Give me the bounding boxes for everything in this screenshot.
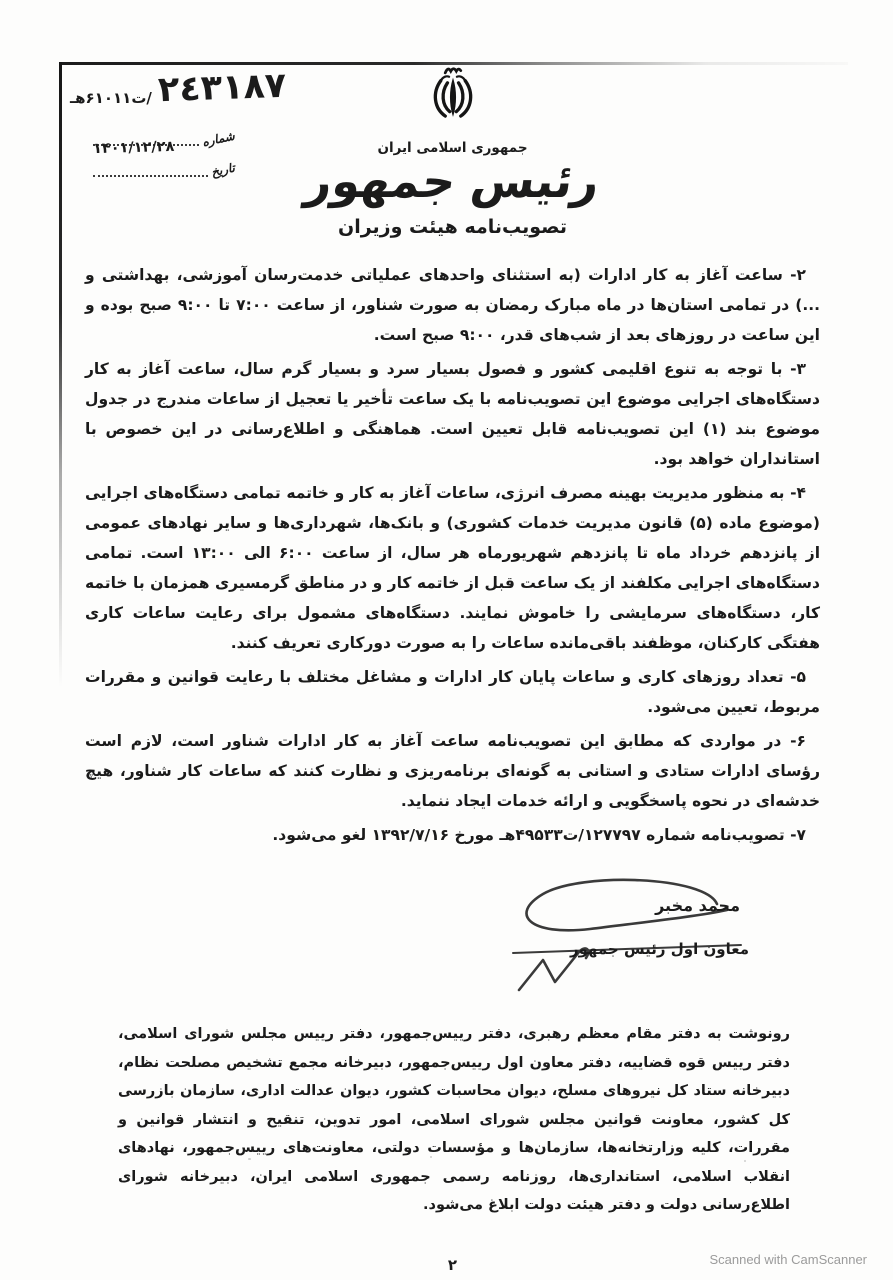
president-title-calligraphy: رئیس جمهور xyxy=(302,154,604,208)
doc-number-handwritten: ۲٤۳۱۸۷ xyxy=(157,65,287,111)
paragraph-3: ۳- با توجه به تنوع اقلیمی کشور و فصول بسیار سرد و بسیار گرم سال، ساعت آغاز به کار دستگاه‌های اجرایی موضوع این تصویب‌نامه با یک ساعت تأخیر یا تعجیل از ساعات مندرج در جدول موضوع بند (۱) این تصویب‌نامه قابل تعیین است. هماهنگی و اطلاع‌رسانی در این خصوص با استانداران خواهد بود. xyxy=(85,360,820,468)
cc-paragraph: رونوشت به دفتر مقام معظم رهبری، دفتر رییس‌جمهور، دفتر رییس مجلس شورای اسلامی، دفتر رییس قوه قضاییه، دفتر معاون اول رییس‌جمهور، دبیرخانه مجمع تشخیص مصلحت نظام، دبیرخانه ستاد کل نیروهای مسلح، دیوان محاسبات کشور، دیوان عدالت اداری، سازمان بازرسی کل کشور، معاونت قوانین مجلس شورای اسلامی، امور تدوین، تنقیح و انتشار قوانین و مقررات، کلیه وزارتخانه‌ها، سازمان‌ها و مؤسسات دولتی، معاونت‌های رییس‌جمهور، نهادهای انقلاب اسلامی، استانداری‌ها، روزنامه رسمی جمهوری اسلامی ایران، دبیرخانه شورای اطلاع‌رسانی دولت و دفتر هیئت دولت ابلاغ می‌شود. xyxy=(118,1026,790,1213)
scan-speck xyxy=(430,1156,432,1158)
page-edge-left xyxy=(59,62,62,687)
decree-body xyxy=(85,260,820,850)
date-label: تاریخ xyxy=(209,160,237,180)
paragraph-5: ۵- تعداد روزهای کاری و ساعات پایان کار ادارات و مشاغل مختلف با رعایت قوانین و مقررات مربوط، تعیین می‌شود. xyxy=(85,668,820,716)
paragraph-7: ۷- تصویب‌نامه شماره ۱۲۷۷۹۷/ت۴۹۵۳۳هـ مورخ ۱۳۹۲/۷/۱۶ لغو می‌شود. xyxy=(272,826,806,844)
paragraph-6: ۶- در مواردی که مطابق این تصویب‌نامه ساعت آغاز به کار ادارات شناور است، لازم است رؤسای ادارات ستادی و استانی به گونه‌ای برنامه‌ریزی و نظارت کنند که ساعات کار شناور، هیچ خدشه‌ای در نحوه پاسخگویی و ارائه خدمات ایجاد ننماید. xyxy=(85,732,820,810)
doc-number-printed: /ت۶۱۰۱۱هـ xyxy=(70,89,152,107)
scan-speck xyxy=(744,1160,746,1162)
iran-emblem-icon xyxy=(425,64,481,136)
decree-title: تصویب‌نامه هیئت وزیران xyxy=(337,215,568,238)
letterhead xyxy=(85,64,820,238)
decree-content xyxy=(85,260,820,1274)
scan-speck xyxy=(248,1158,251,1160)
paragraph-4: ۴- به منظور مدیریت بهینه مصرف انرژی، ساعات آغاز به کار و خاتمه تمامی دستگاه‌های اجرایی (موضوع ماده (۵) قانون مدیریت خدمات کشوری) و بانک‌ها، شهرداری‌ها و سایر نهادهای عمومی از پانزدهم خرداد ماه تا پانزدهم شهریورماه هر سال، از ساعت ۶:۰۰ الی ۱۳:۰۰ است. تمامی دستگاه‌های اجرایی مکلفند از یک ساعت قبل از خاتمه کار و در مناطق گرمسیری همزمان با خاتمه کار، دستگاه‌های سرمایشی را خاموش نمایند. دستگاه‌های مشمول برای رعایت ساعات کاری هفتگی کارکنان، موظفند باقی‌مانده ساعات را به صورت دورکاری تعریف کنند. xyxy=(85,484,821,652)
number-label: شماره xyxy=(201,128,237,150)
paragraph-2: ۲- ساعت آغاز به کار ادارات (به استثنای واحدهای عملیاتی خدمت‌رسان آموزشی، بهداشتی و ...) در تمامی استان‌ها در ماه مبارک رمضان به صورت شناور، از ساعت ۷:۰۰ تا ۹:۰۰ صبح بوده و این ساعت در روزهای بعد از شب‌های قدر، ۹:۰۰ صبح است. xyxy=(85,266,820,344)
signer-title: معاون اول رئیس جمهور xyxy=(569,940,749,958)
signature-scribble-icon xyxy=(485,866,755,994)
signature-block xyxy=(485,866,755,994)
signer-name: محمد مخبر xyxy=(655,896,740,915)
page-number: ۲ xyxy=(447,1255,458,1274)
handwritten-date: ۱۴۰۱/۱۲/۲۸ xyxy=(92,138,175,158)
country-name: جمهوری اسلامی ایران xyxy=(377,140,528,156)
camscanner-watermark: Scanned with CamScanner xyxy=(709,1252,867,1267)
